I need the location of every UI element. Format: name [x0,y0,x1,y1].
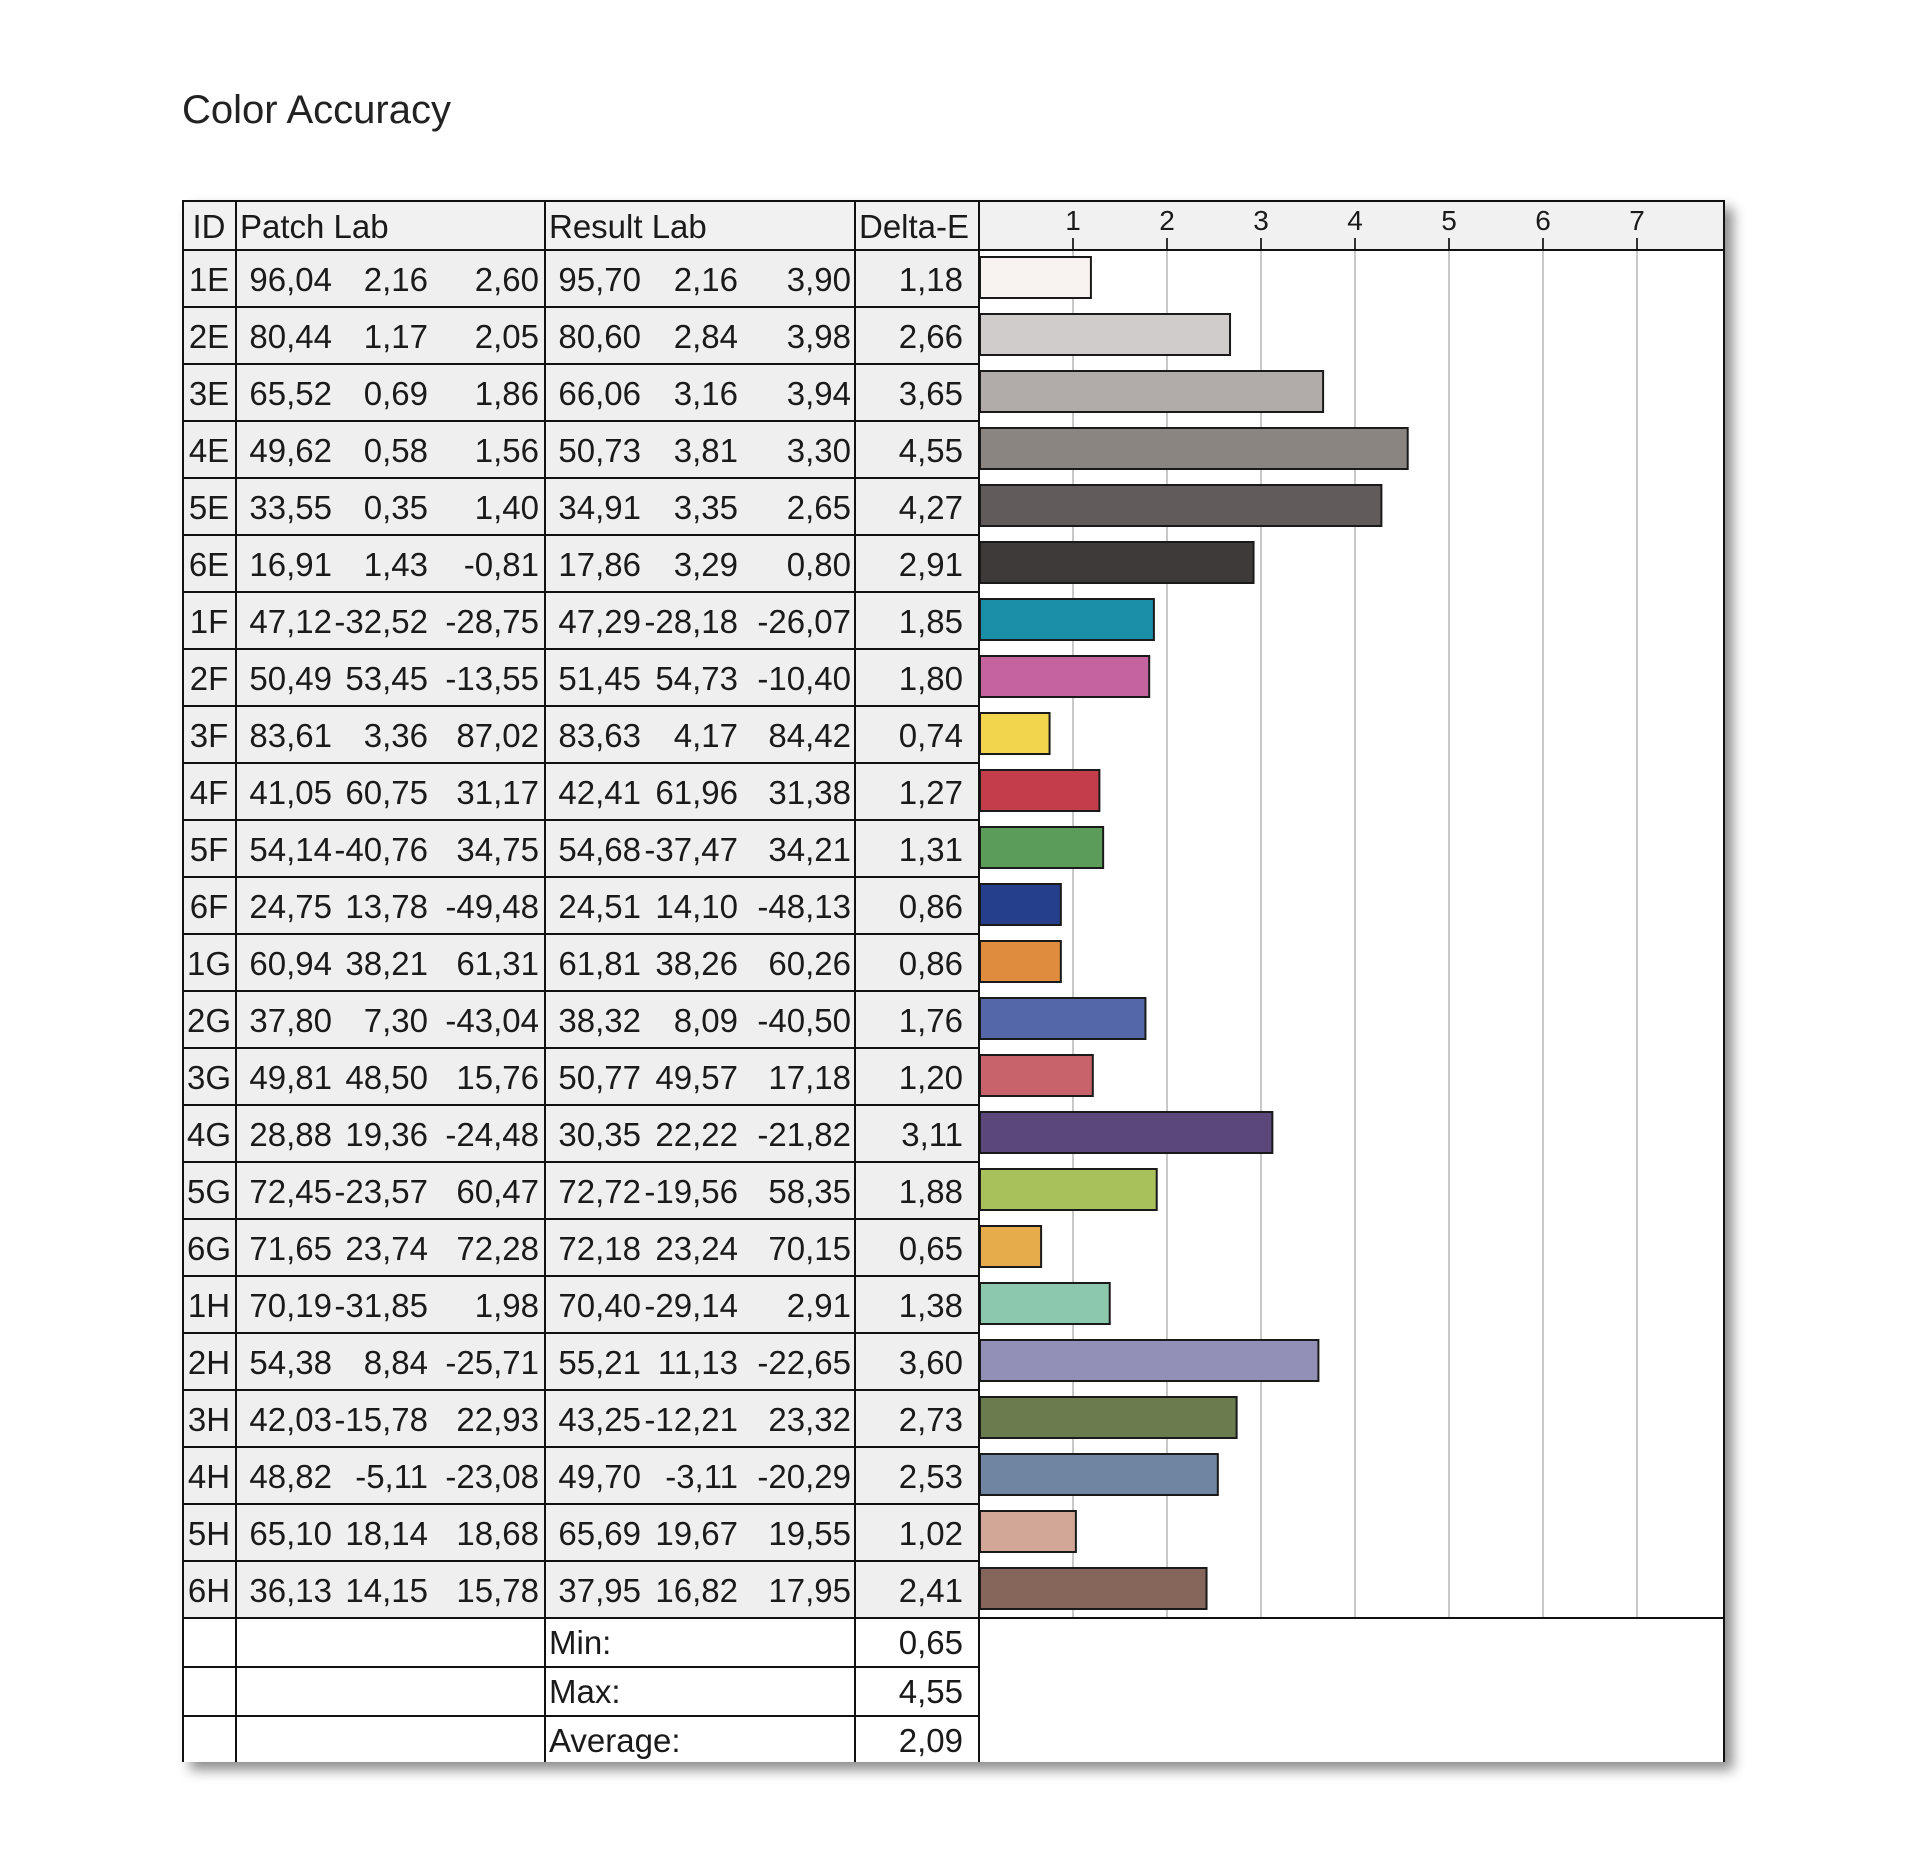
result-lab-value: 58,35 [768,1173,851,1210]
summary-value: 0,65 [898,1624,963,1661]
patch-lab-value: -31,85 [334,1287,428,1324]
patch-lab-value: 1,98 [474,1287,539,1324]
delta-e-bar [980,1169,1157,1210]
row-id: 2E [188,318,230,355]
delta-e-value: 0,86 [898,945,963,982]
delta-e-value: 3,11 [901,1116,963,1153]
result-lab-value: 2,16 [673,261,738,298]
patch-lab-value: 24,75 [249,888,332,925]
row-id: 1H [187,1287,231,1324]
patch-lab-value: 0,35 [363,489,428,526]
delta-e-bar [980,428,1408,469]
delta-e-bar [980,371,1323,412]
delta-e-bar [980,1568,1207,1609]
patch-lab-value: -25,71 [445,1344,539,1381]
patch-lab-value: -43,04 [445,1002,539,1039]
patch-lab-value: 80,44 [249,318,332,355]
delta-e-bar [980,998,1145,1039]
row-id: 2G [186,1002,232,1039]
delta-e-bar [980,1397,1237,1438]
result-lab-value: 60,26 [768,945,851,982]
result-lab-value: 8,09 [673,1002,738,1039]
patch-lab-value: 31,17 [456,774,539,811]
patch-lab-value: 49,81 [249,1059,332,1096]
result-lab-value: -19,56 [644,1173,738,1210]
axis-tick-label: 5 [1441,205,1457,236]
delta-e-value: 4,27 [898,489,963,526]
header-patch-lab: Patch Lab [240,208,389,245]
patch-lab-value: 15,76 [456,1059,539,1096]
axis-tick-label: 2 [1159,205,1175,236]
patch-lab-value: 14,15 [345,1572,428,1609]
delta-e-value: 1,80 [898,660,963,697]
axis-tick-label: 6 [1535,205,1551,236]
delta-e-value: 3,65 [898,375,963,412]
result-lab-value: -28,18 [644,603,738,640]
patch-lab-value: 72,45 [249,1173,332,1210]
result-lab-value: 14,10 [655,888,738,925]
row-id: 4H [187,1458,231,1495]
patch-lab-value: 8,84 [363,1344,428,1381]
row-id: 1G [186,945,232,982]
result-lab-value: 22,22 [655,1116,738,1153]
result-lab-value: 3,81 [673,432,738,469]
patch-lab-value: 41,05 [249,774,332,811]
patch-lab-value: 87,02 [456,717,539,754]
delta-e-bar [980,827,1103,868]
patch-lab-value: 2,60 [474,261,539,298]
row-id: 6F [189,888,229,925]
delta-e-value: 0,86 [898,888,963,925]
axis-tick-label: 1 [1065,205,1081,236]
result-lab-value: 61,81 [558,945,641,982]
delta-e-bar [980,1511,1076,1552]
patch-lab-value: 61,31 [456,945,539,982]
patch-lab-value: 19,36 [345,1116,428,1153]
patch-lab-value: 0,58 [363,432,428,469]
patch-lab-value: 65,52 [249,375,332,412]
summary-value: 2,09 [898,1722,963,1759]
patch-lab-value: 18,14 [345,1515,428,1552]
row-id: 4G [186,1116,232,1153]
delta-e-value: 1,02 [898,1515,963,1552]
result-lab-value: 43,25 [558,1401,641,1438]
delta-e-bar [980,770,1099,811]
result-lab-value: 3,98 [786,318,851,355]
patch-lab-value: 15,78 [456,1572,539,1609]
delta-e-bar [980,1454,1218,1495]
result-lab-value: 54,68 [558,831,641,868]
header-result-lab: Result Lab [549,208,707,245]
patch-lab-value: 60,75 [345,774,428,811]
result-lab-value: 2,91 [786,1287,851,1324]
result-lab-value: 37,95 [558,1572,641,1609]
delta-e-bar [980,1226,1041,1267]
patch-lab-value: -24,48 [445,1116,539,1153]
row-id: 6E [188,546,230,583]
result-lab-value: 19,55 [768,1515,851,1552]
patch-lab-value: 16,91 [249,546,332,583]
result-lab-value: 47,29 [558,603,641,640]
result-lab-value: 42,41 [558,774,641,811]
result-lab-value: 3,16 [673,375,738,412]
result-lab-value: 2,84 [673,318,738,355]
result-lab-value: 65,69 [558,1515,641,1552]
delta-e-bar [980,485,1381,526]
row-id: 3G [186,1059,232,1096]
delta-e-bar [980,542,1254,583]
result-lab-value: 80,60 [558,318,641,355]
patch-lab-value: 60,94 [249,945,332,982]
row-id: 1F [189,603,229,640]
patch-lab-value: 53,45 [345,660,428,697]
row-id: 3H [187,1401,231,1438]
row-id: 6H [187,1572,231,1609]
patch-lab-value: 47,12 [249,603,332,640]
result-lab-value: 23,24 [655,1230,738,1267]
result-lab-value: 17,86 [558,546,641,583]
row-id: 2H [187,1344,231,1381]
patch-lab-value: -23,57 [334,1173,428,1210]
patch-lab-value: 37,80 [249,1002,332,1039]
result-lab-value: 70,15 [768,1230,851,1267]
patch-lab-value: 1,40 [474,489,539,526]
patch-lab-value: 2,05 [474,318,539,355]
result-lab-value: 4,17 [673,717,738,754]
row-id: 1E [188,261,230,298]
result-lab-value: 61,96 [655,774,738,811]
patch-lab-value: 70,19 [249,1287,332,1324]
delta-e-bar [980,941,1061,982]
row-id: 3F [189,717,229,754]
row-id: 4E [188,432,230,469]
row-id: 5E [188,489,230,526]
result-lab-value: 16,82 [655,1572,738,1609]
header-delta-e: Delta-E [859,208,970,245]
patch-lab-value: 1,43 [363,546,428,583]
patch-lab-value: -15,78 [334,1401,428,1438]
patch-lab-value: 36,13 [249,1572,332,1609]
color-accuracy-table [182,200,1725,1762]
patch-lab-value: 38,21 [345,945,428,982]
result-lab-value: 54,73 [655,660,738,697]
axis-tick-label: 7 [1629,205,1645,236]
result-lab-value: -40,50 [757,1002,851,1039]
result-lab-value: 3,29 [673,546,738,583]
delta-e-value: 2,41 [898,1572,963,1609]
result-lab-value: 3,90 [786,261,851,298]
delta-e-value: 1,38 [898,1287,963,1324]
delta-e-bar [980,257,1091,298]
delta-e-bar [980,713,1050,754]
result-lab-value: 3,30 [786,432,851,469]
delta-e-value: 4,55 [898,432,963,469]
patch-lab-value: -13,55 [445,660,539,697]
patch-lab-value: 54,38 [249,1344,332,1381]
patch-lab-value: 72,28 [456,1230,539,1267]
patch-lab-value: 96,04 [249,261,332,298]
patch-lab-value: 7,30 [363,1002,428,1039]
result-lab-value: 49,70 [558,1458,641,1495]
result-lab-value: 19,67 [655,1515,738,1552]
result-lab-value: 0,80 [786,546,851,583]
patch-lab-value: 60,47 [456,1173,539,1210]
result-lab-value: -3,11 [665,1458,738,1495]
result-lab-value: 24,51 [558,888,641,925]
delta-e-bar [980,1112,1272,1153]
delta-e-value: 2,91 [898,546,963,583]
row-id: 3E [188,375,230,412]
patch-lab-value: 1,86 [474,375,539,412]
delta-e-value: 3,60 [898,1344,963,1381]
result-lab-value: -12,21 [644,1401,738,1438]
patch-lab-value: 3,36 [363,717,428,754]
patch-lab-value: 71,65 [249,1230,332,1267]
axis-tick-label: 3 [1253,205,1269,236]
delta-e-bar [980,1283,1110,1324]
result-lab-value: 51,45 [558,660,641,697]
result-lab-value: -10,40 [757,660,851,697]
summary-label: Average: [549,1722,681,1759]
delta-e-bar [980,884,1061,925]
patch-lab-value: 54,14 [249,831,332,868]
result-lab-value: 84,42 [768,717,851,754]
result-lab-value: 70,40 [558,1287,641,1324]
patch-lab-value: 49,62 [249,432,332,469]
result-lab-value: 66,06 [558,375,641,412]
axis-tick-label: 4 [1347,205,1363,236]
delta-e-value: 2,66 [898,318,963,355]
patch-lab-value: 42,03 [249,1401,332,1438]
result-lab-value: 49,57 [655,1059,738,1096]
summary-value: 4,55 [898,1673,963,1710]
patch-lab-value: 0,69 [363,375,428,412]
patch-lab-value: 28,88 [249,1116,332,1153]
patch-lab-value: 23,74 [345,1230,428,1267]
summary-label: Max: [549,1673,621,1710]
patch-lab-value: -5,11 [355,1458,428,1495]
patch-lab-value: 2,16 [363,261,428,298]
patch-lab-value: 22,93 [456,1401,539,1438]
result-lab-value: 2,65 [786,489,851,526]
row-id: 5H [187,1515,231,1552]
header-id: ID [192,208,226,245]
result-lab-value: 83,63 [558,717,641,754]
patch-lab-value: 33,55 [249,489,332,526]
patch-lab-value: -28,75 [445,603,539,640]
result-lab-value: 95,70 [558,261,641,298]
result-lab-value: 72,18 [558,1230,641,1267]
result-lab-value: -22,65 [757,1344,851,1381]
delta-e-value: 1,20 [898,1059,963,1096]
delta-e-bar [980,1055,1093,1096]
delta-e-bar [980,599,1154,640]
result-lab-value: 17,95 [768,1572,851,1609]
result-lab-value: 34,91 [558,489,641,526]
delta-e-bar [980,656,1149,697]
row-id: 5G [186,1173,232,1210]
result-lab-value: -37,47 [644,831,738,868]
patch-lab-value: 34,75 [456,831,539,868]
result-lab-value: -48,13 [757,888,851,925]
delta-e-bar [980,1340,1318,1381]
delta-e-value: 2,53 [898,1458,963,1495]
delta-e-value: 2,73 [898,1401,963,1438]
patch-lab-value: 65,10 [249,1515,332,1552]
result-lab-value: 23,32 [768,1401,851,1438]
delta-e-value: 1,18 [898,261,963,298]
delta-e-value: 1,76 [898,1002,963,1039]
patch-lab-value: -23,08 [445,1458,539,1495]
result-lab-value: 38,32 [558,1002,641,1039]
patch-lab-value: 48,82 [249,1458,332,1495]
patch-lab-value: 50,49 [249,660,332,697]
result-lab-value: 38,26 [655,945,738,982]
patch-lab-value: 18,68 [456,1515,539,1552]
delta-e-value: 1,85 [898,603,963,640]
result-lab-value: 50,77 [558,1059,641,1096]
patch-lab-value: -32,52 [334,603,428,640]
delta-e-value: 0,65 [898,1230,963,1267]
result-lab-value: 3,94 [786,375,851,412]
result-lab-value: 11,13 [657,1344,738,1381]
result-lab-value: 50,73 [558,432,641,469]
patch-lab-value: 13,78 [345,888,428,925]
result-lab-value: -21,82 [757,1116,851,1153]
patch-lab-value: -49,48 [445,888,539,925]
table-chart-svg [182,200,1725,1762]
patch-lab-value: 1,56 [474,432,539,469]
summary-label: Min: [549,1624,612,1661]
delta-e-value: 1,27 [898,774,963,811]
patch-lab-value: 83,61 [249,717,332,754]
result-lab-value: 30,35 [558,1116,641,1153]
row-id: 4F [189,774,229,811]
result-lab-value: -20,29 [757,1458,851,1495]
row-id: 2F [189,660,229,697]
result-lab-value: 17,18 [768,1059,851,1096]
result-lab-value: -26,07 [757,603,851,640]
patch-lab-value: -40,76 [334,831,428,868]
delta-e-value: 0,74 [898,717,963,754]
result-lab-value: 72,72 [558,1173,641,1210]
patch-lab-value: 48,50 [345,1059,428,1096]
result-lab-value: 34,21 [768,831,851,868]
delta-e-value: 1,31 [898,831,963,868]
row-id: 6G [186,1230,232,1267]
delta-e-value: 1,88 [898,1173,963,1210]
result-lab-value: 31,38 [768,774,851,811]
row-id: 5F [189,831,229,868]
result-lab-value: 55,21 [558,1344,641,1381]
chart-title: Color Accuracy [182,88,451,132]
result-lab-value: -29,14 [644,1287,738,1324]
result-lab-value: 3,35 [673,489,738,526]
patch-lab-value: 1,17 [363,318,428,355]
patch-lab-value: -0,81 [463,546,539,583]
delta-e-bar [980,314,1230,355]
